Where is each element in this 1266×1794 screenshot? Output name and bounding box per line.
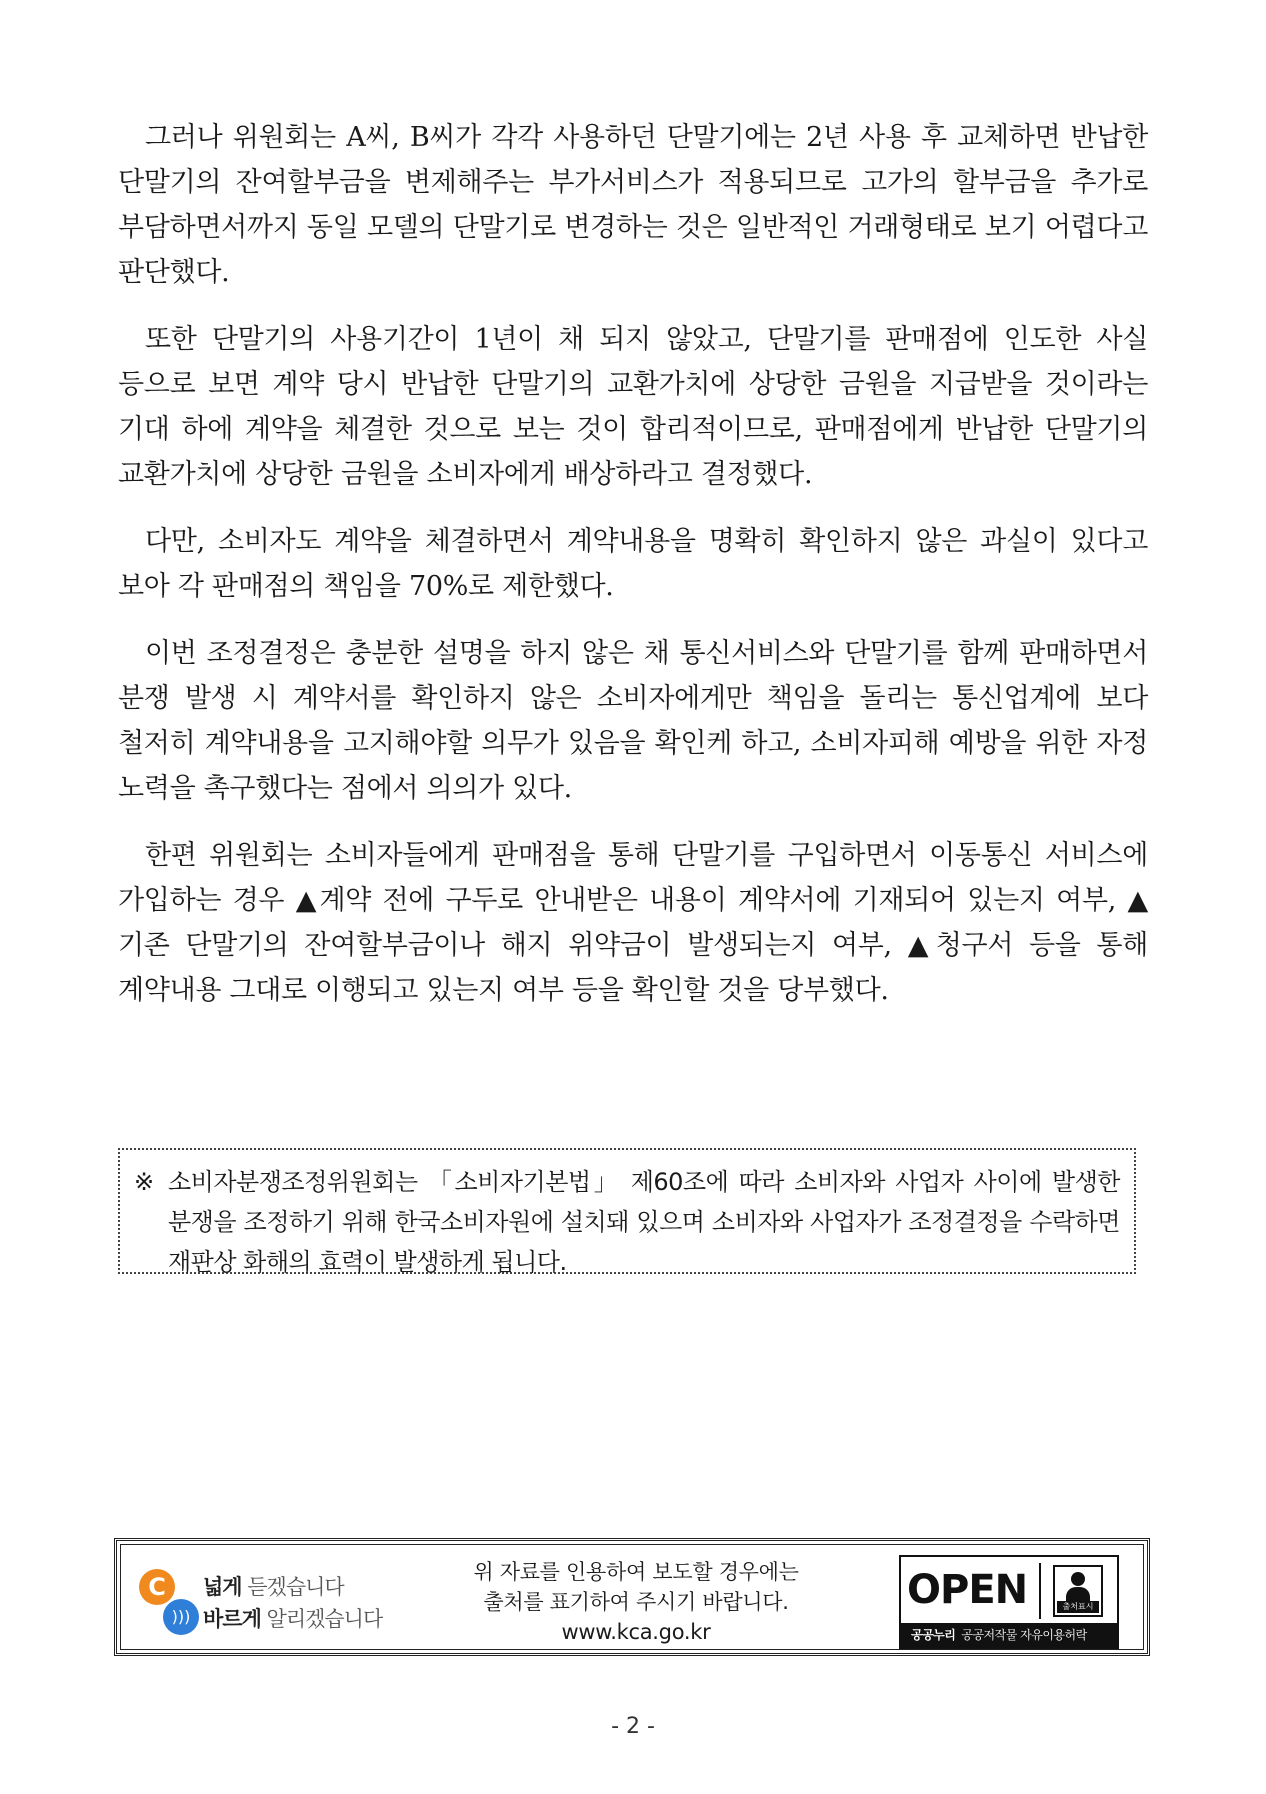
website-link[interactable]: www.kca.go.kr xyxy=(561,1620,711,1644)
open-logo-text: OPEN xyxy=(907,1567,1028,1613)
slogan-line2-strong: 바르게 xyxy=(203,1607,261,1631)
notice-text: 소비자분쟁조정위원회는 「소비자기본법」 제60조에 따라 소비자와 사업자 사이에 발생한 분쟁을 조정하기 위해 한국소비자원에 설치돼 있으며 소비자와 사업자가 조정결정을 수락하면 재판상 화해의 효력이 발생하게 됩니다. xyxy=(168,1168,1120,1276)
citation-line1: 위 자료를 인용하여 보도할 경우에는 xyxy=(473,1560,799,1584)
slogan-line2-soft: 알리겠습니다 xyxy=(260,1607,383,1631)
paragraph: 다만, 소비자도 계약을 체결하면서 계약내용을 명확히 확인하지 않은 과실이 있다고 보아 각 판매점의 책임을 70%로 제한했다. xyxy=(118,526,1148,602)
kogl-label-bar xyxy=(901,1623,1117,1647)
kogl-description: 공공저작물 자유이용허락 xyxy=(961,1628,1087,1642)
slogan-logo xyxy=(139,1563,409,1643)
paragraph: 한편 위원회는 소비자들에게 판매점을 통해 단말기를 구입하면서 이동통신 서비스에 가입하는 경우 ▲계약 전에 구두로 안내받은 내용이 계약서에 기재되어 있는지 여부, ▲기존 단말기의 잔여할부금이나 해지 위약금이 발생되는지 여부, ▲청구서 등을 통해 계약내용 그대로 이행되고 있는지 여부 등을 확인할 것을 당부했다. xyxy=(118,840,1148,1006)
slogan-line1-soft: 듣겠습니다 xyxy=(241,1575,344,1599)
paragraph: 그러나 위원회는 A씨, B씨가 각각 사용하던 단말기에는 2년 사용 후 교체하면 반납한 단말기의 잔여할부금을 변제해주는 부가서비스가 적용되므로 고가의 할부금을 추가로 부담하면서까지 동일 모델의 단말기로 변경하는 것은 일반적인 거래형태로 보기 어렵다고 판단했다. xyxy=(118,122,1148,288)
citation-line2: 출처를 표기하여 주시기 바랍니다. xyxy=(483,1590,789,1614)
slogan-line2 xyxy=(203,1603,382,1633)
slogan-line1-strong: 넓게 xyxy=(203,1575,242,1599)
notice-box xyxy=(118,1148,1136,1274)
sound-wave-icon: ))) xyxy=(163,1599,199,1635)
footer-inner-frame xyxy=(120,1544,1144,1650)
attribution-tag: 출처표시 xyxy=(1057,1601,1099,1613)
footer-box xyxy=(114,1538,1150,1656)
kogl-name: 공공누리 xyxy=(911,1628,956,1642)
consumer-c-icon: C xyxy=(139,1569,175,1605)
paragraph: 이번 조정결정은 충분한 설명을 하지 않은 채 통신서비스와 단말기를 함께 판매하면서 분쟁 발생 시 계약서를 확인하지 않은 소비자에게만 책임을 돌리는 통신업계에 보다 철저히 계약내용을 고지해야할 의무가 있음을 확인케 하고, 소비자피해 예방을 위한 자정 노력을 촉구했다는 점에서 의의가 있다. xyxy=(118,638,1148,804)
person-icon-head xyxy=(1071,1572,1085,1586)
person-icon-body xyxy=(1066,1587,1090,1601)
slogan-line1 xyxy=(203,1571,344,1601)
attribution-person-icon xyxy=(1053,1565,1103,1617)
citation-notice xyxy=(451,1557,821,1647)
page-number: - 2 - xyxy=(611,1714,655,1739)
badge-divider xyxy=(1039,1563,1041,1619)
body-text xyxy=(118,115,1148,1035)
paragraph: 또한 단말기의 사용기간이 1년이 채 되지 않았고, 단말기를 판매점에 인도한 사실 등으로 보면 계약 당시 반납한 단말기의 교환가치에 상당한 금원을 지급받을 것이라는 기대 하에 계약을 체결한 것으로 보는 것이 합리적이므로, 판매점에게 반납한 단말기의 교환가치에 상당한 금원을 소비자에게 배상하라고 결정했다. xyxy=(118,324,1148,490)
kogl-open-badge xyxy=(899,1555,1119,1649)
reference-mark: ※ xyxy=(134,1168,154,1196)
